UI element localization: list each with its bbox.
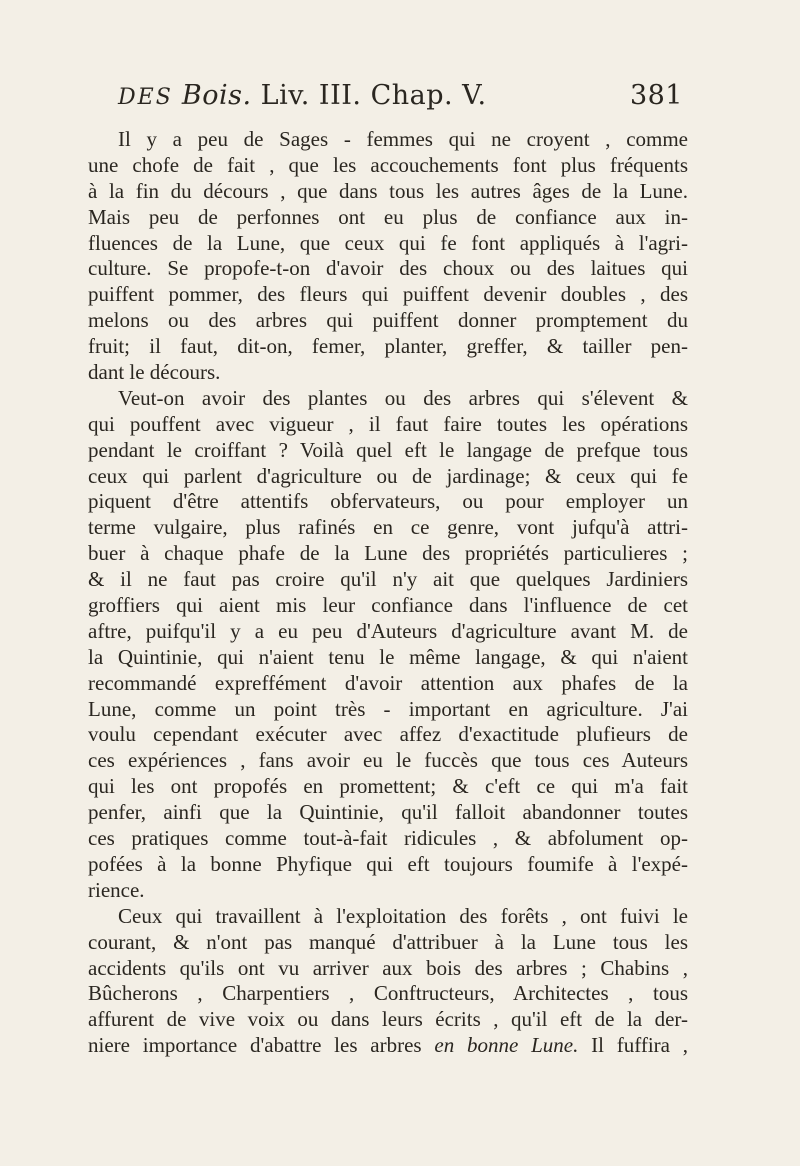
paragraph <box>88 386 688 904</box>
text-line: buer à chaque phafe de la Lune des propriétés particulieres ; <box>88 541 688 566</box>
text-line: ces expériences , fans avoir eu le fuccès que tous ces Auteurs <box>88 748 688 773</box>
text-line: Ceux qui travaillent à l'exploitation des forêts , ont fuivi le <box>118 903 688 928</box>
text-line: une chofe de fait , que les accouchements font plus fréquents <box>88 152 688 177</box>
text-line: rience. <box>88 877 145 902</box>
page-number: 381 <box>629 80 683 111</box>
text-line: qui pouffent avec vigueur , il faut faire toutes les opérations <box>88 411 688 436</box>
text-line: culture. Se propofe-t-on d'avoir des choux ou des laitues qui <box>88 256 688 281</box>
text-line: courant, & n'ont pas manqué d'attribuer à la Lune tous les <box>88 929 688 954</box>
text-line: fluences de la Lune, que ceux qui fe font appliqués à l'agri- <box>88 230 688 255</box>
text-line: Mais peu de perfonnes ont eu plus de confiance aux in- <box>88 204 688 229</box>
text-line: Veut-on avoir des plantes ou des arbres qui s'élevent & <box>118 385 688 410</box>
running-title-prefix: DES <box>118 85 173 110</box>
text-line: piquent d'être attentifs obfervateurs, ou pour employer un <box>88 489 688 514</box>
italic-text-segment: en bonne Lune. <box>434 1033 579 1058</box>
text-line: Bûcherons , Charpentiers , Conftructeurs, Architectes , tous <box>88 981 688 1006</box>
text-line: fruit; il faut, dit-on, femer, planter, greffer, & tailler pen- <box>88 334 688 359</box>
running-title-word: Bois. <box>181 80 252 111</box>
text-line: à la fin du décours , que dans tous les autres âges de la Lune. <box>88 178 688 203</box>
paragraph <box>88 127 688 386</box>
running-title-rest: Liv. III. Chap. V. <box>260 80 487 111</box>
text-line: ces pratiques comme tout-à-fait ridicules , & abfolument op- <box>88 826 688 851</box>
text-line: terme vulgaire, plus rafinés en ce genre, vont jufqu'à attri- <box>88 515 688 540</box>
text-line: dant le décours. <box>88 360 221 385</box>
text-line <box>88 1033 688 1059</box>
text-line: aftre, puifqu'il y a eu peu d'Auteurs d'agriculture avant M. de <box>88 618 688 643</box>
text-line: pofées à la bonne Phyfique qui eft toujours foumife à l'expé- <box>88 851 688 876</box>
text-line: accidents qu'ils ont vu arriver aux bois des arbres ; Chabins , <box>88 955 688 980</box>
text-line: voulu cependant exécuter avec affez d'exactitude plufieurs de <box>88 722 688 747</box>
text-line: Lune, comme un point très - important en agriculture. J'ai <box>88 696 688 721</box>
text-line: recommandé expreffément d'avoir attention aux phafes de la <box>88 670 688 695</box>
text-line: groffiers qui aient mis leur confiance dans l'influence de cet <box>88 593 688 618</box>
text-line: puiffent pommer, des fleurs qui puiffent devenir doubles , des <box>88 282 688 307</box>
running-title <box>118 76 487 118</box>
text-line: ceux qui parlent d'agriculture ou de jardinage; & ceux qui fe <box>88 463 688 488</box>
text-line: penfer, ainfi que la Quintinie, qu'il falloit abandonner toutes <box>88 800 688 825</box>
text-line: affurent de vive voix ou dans leurs écrits , qu'il eft de la der- <box>88 1007 688 1032</box>
body-text <box>88 127 688 1059</box>
paragraph <box>88 904 688 1059</box>
text-segment: niere importance d'abattre les arbres <box>88 1033 435 1058</box>
running-header <box>118 76 683 116</box>
text-line: la Quintinie, qui n'aient tenu le même langage, & qui n'aient <box>88 644 688 669</box>
text-line: & il ne faut pas croire qu'il n'y ait que quelques Jardiniers <box>88 567 688 592</box>
text-line: qui les ont propofés en promettent; & c'eft ce qui m'a fait <box>88 774 688 799</box>
text-line: melons ou des arbres qui puiffent donner promptement du <box>88 308 688 333</box>
text-line: pendant le croiffant ? Voilà quel eft le langage de prefque tous <box>88 437 688 462</box>
text-segment: Il fuffira , <box>578 1033 688 1058</box>
text-line: Il y a peu de Sages - femmes qui ne croyent , comme <box>118 127 688 151</box>
